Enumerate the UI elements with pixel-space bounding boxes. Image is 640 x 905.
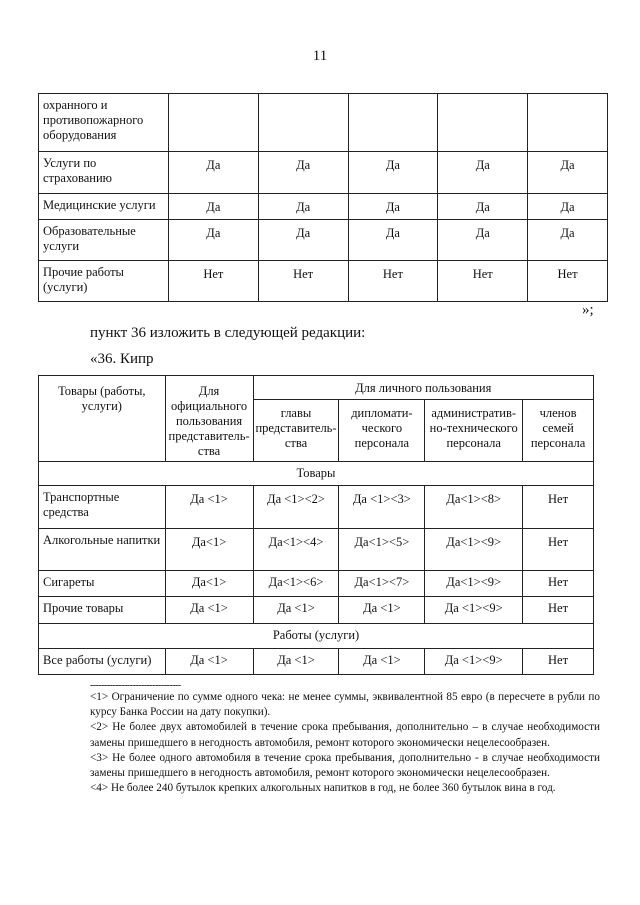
- table-cell: Нет: [523, 529, 594, 571]
- table-cell: Да: [348, 220, 438, 261]
- table-cell: Да <1>: [165, 597, 253, 624]
- row-label: Медицинские услуги: [39, 194, 169, 220]
- table-row: [39, 261, 608, 302]
- table-cell: Да<1><8>: [425, 486, 523, 529]
- footnote-separator: --------------------------------: [90, 680, 181, 691]
- table-row: [39, 571, 594, 597]
- footnotes: [90, 690, 600, 796]
- table-cell: Да<1><9>: [425, 571, 523, 597]
- table-cell: [348, 94, 438, 152]
- table-cell: Да: [258, 152, 348, 194]
- table-cell: Да <1>: [339, 649, 425, 675]
- row-label: Сигареты: [39, 571, 166, 597]
- table-closing-quote: »;: [582, 302, 594, 318]
- group-label-works: Работы (услуги): [39, 624, 594, 649]
- table-cell: Да: [348, 194, 438, 220]
- table-cell: Да <1>: [339, 597, 425, 624]
- table-cell: [258, 94, 348, 152]
- table-cell: Да<1><4>: [253, 529, 339, 571]
- table-cell: Да <1>: [165, 649, 253, 675]
- table-cell: Да: [168, 194, 258, 220]
- table-cell: Да <1>: [165, 486, 253, 529]
- table-cell: Нет: [168, 261, 258, 302]
- table-cell: Нет: [348, 261, 438, 302]
- group-row-goods: [39, 462, 594, 486]
- group-row-works: [39, 624, 594, 649]
- table-cell: Нет: [523, 597, 594, 624]
- table-cell: Нет: [523, 571, 594, 597]
- table-row: [39, 649, 594, 675]
- table-cell: Нет: [523, 649, 594, 675]
- table-cell: Да: [348, 152, 438, 194]
- row-label: охранного и противопожарного оборудования: [39, 94, 169, 152]
- footnote-3: <3> Не более одного автомобиля в течение срока пребывания, дополнительно - в случае необходимости замены пришедшего в негодность автомобиля, ремонт которого экономически нецелесообразен.: [90, 751, 600, 780]
- table-cell: Да: [528, 220, 608, 261]
- table-cell: Нет: [523, 486, 594, 529]
- subheader-head: главы представитель-ства: [253, 400, 339, 462]
- footnote-1: <1> Ограничение по сумме одного чека: не менее суммы, эквивалентной 85 евро (в пересчете в рубли по курсу Банка России на дату покупки).: [90, 691, 600, 719]
- cyprus-table: [38, 375, 594, 675]
- table-row: [39, 486, 594, 529]
- table-cell: Да<1><7>: [339, 571, 425, 597]
- header-goods-works: Товары (работы, услуги): [39, 376, 166, 462]
- table-row: [39, 152, 608, 194]
- subheader-diplomatic: дипломати-ческого персонала: [339, 400, 425, 462]
- table-cell: Да: [258, 220, 348, 261]
- table-cell: Да: [168, 152, 258, 194]
- footnote-2: <2> Не более двух автомобилей в течение срока пребывания, дополнительно – в случае необходимости замены пришедшего в негодность автомобиля, ремонт которого экономически нецелесообразен.: [90, 721, 600, 749]
- table-row: [39, 597, 594, 624]
- table-row: [39, 529, 594, 571]
- table-cell: Да<1>: [165, 529, 253, 571]
- table-cell: Да<1><9>: [425, 529, 523, 571]
- table-row: [39, 94, 608, 152]
- row-label: Все работы (услуги): [39, 649, 166, 675]
- page-number: 11: [312, 48, 328, 64]
- row-label: Прочие товары: [39, 597, 166, 624]
- table-cell: Да <1>: [253, 649, 339, 675]
- table-cell: Нет: [258, 261, 348, 302]
- footnote-4: <4> Не более 240 бутылок крепких алкогольных напитков в год, не более 360 бутылок вина в год.: [90, 782, 556, 795]
- row-label: Транспортные средства: [39, 486, 166, 529]
- instruction-text: пункт 36 изложить в следующей редакции:: [90, 325, 366, 341]
- table-cell: Нет: [528, 261, 608, 302]
- table-cell: Да<1>: [165, 571, 253, 597]
- table-cell: Да<1><6>: [253, 571, 339, 597]
- row-label: Образовательные услуги: [39, 220, 169, 261]
- services-table-continued: [38, 93, 608, 302]
- header-personal-use: Для личного пользования: [253, 376, 593, 400]
- row-label: Прочие работы (услуги): [39, 261, 169, 302]
- header-official-use: Для официального пользования представитель-ства: [165, 376, 253, 462]
- table-cell: [528, 94, 608, 152]
- section-heading: «36. Кипр: [90, 351, 154, 367]
- group-label-goods: Товары: [39, 462, 594, 486]
- table-cell: Да: [528, 194, 608, 220]
- table-cell: Да <1><2>: [253, 486, 339, 529]
- table-row: [39, 220, 608, 261]
- header-row: [39, 376, 594, 400]
- table-cell: [168, 94, 258, 152]
- row-label: Алкогольные напитки: [39, 529, 166, 571]
- table-row: [39, 194, 608, 220]
- table-cell: Да <1>: [253, 597, 339, 624]
- subheader-admin: административ-но-технического персонала: [425, 400, 523, 462]
- table-cell: Да: [438, 220, 528, 261]
- table-cell: Да: [438, 194, 528, 220]
- table-cell: Да: [528, 152, 608, 194]
- table-cell: Да: [258, 194, 348, 220]
- row-label: Услуги по страхованию: [39, 152, 169, 194]
- table-cell: Нет: [438, 261, 528, 302]
- table-cell: Да: [438, 152, 528, 194]
- table-cell: Да <1><9>: [425, 649, 523, 675]
- table-cell: [438, 94, 528, 152]
- table-cell: Да: [168, 220, 258, 261]
- table-cell: Да<1><5>: [339, 529, 425, 571]
- table-cell: Да <1><3>: [339, 486, 425, 529]
- subheader-family: членов семей персонала: [523, 400, 594, 462]
- table-cell: Да <1><9>: [425, 597, 523, 624]
